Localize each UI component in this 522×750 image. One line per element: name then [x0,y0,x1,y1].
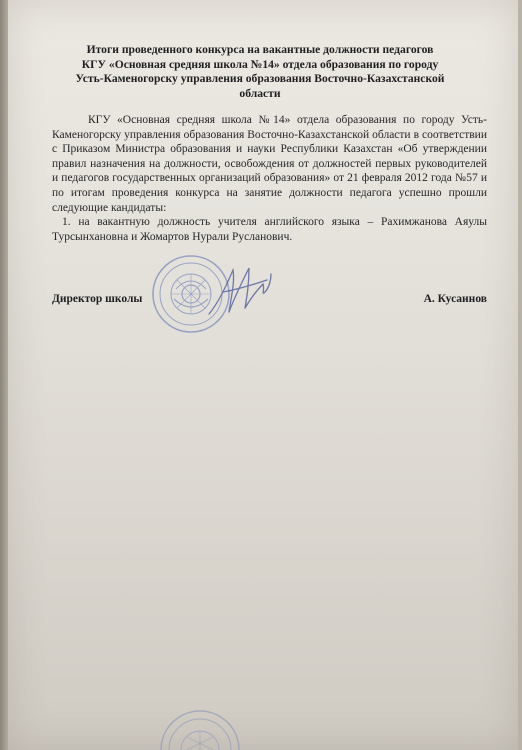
partial-stamp-bottom [155,693,245,750]
paper-edge [0,0,8,750]
title-line-2: КГУ «Основная средняя школа №14» отдела образования по городу [81,57,439,71]
document-title [40,43,480,101]
candidate-list-item: 1. на вакантную должность учителя английского языка – Рахимжанова Аяулы Турсынхановна и Жомартов Нурали Русланович. [52,216,487,243]
document-body [52,113,487,244]
title-line-1: Итоги проведенного конкурса на вакантные должности педагогов [86,43,434,56]
signer-name: А. Кусаинов [423,293,487,305]
main-paragraph: КГУ «Основная средняя школа №14» отдела образования по городу Усть-Каменогорску управления образования Восточно-Казахстанской области в соответствии с Приказом Министра образования и науки Республики Казахстан «Об утверждении правил назначения на должности, освобождения от должностей первых руководителей и педагогов государственных организаций образования» от 21 февраля 2012 года №57 и по итогам проведения конкурса на занятие должности педагога успешно прошли следующие кандидаты: [52,114,487,214]
title-line-3: Усть-Каменогорску управления образования Восточно-Казахстанской [75,72,445,86]
handwritten-signature [205,262,275,322]
signer-position: Директор школы [52,293,143,305]
title-line-4: области [239,86,281,100]
